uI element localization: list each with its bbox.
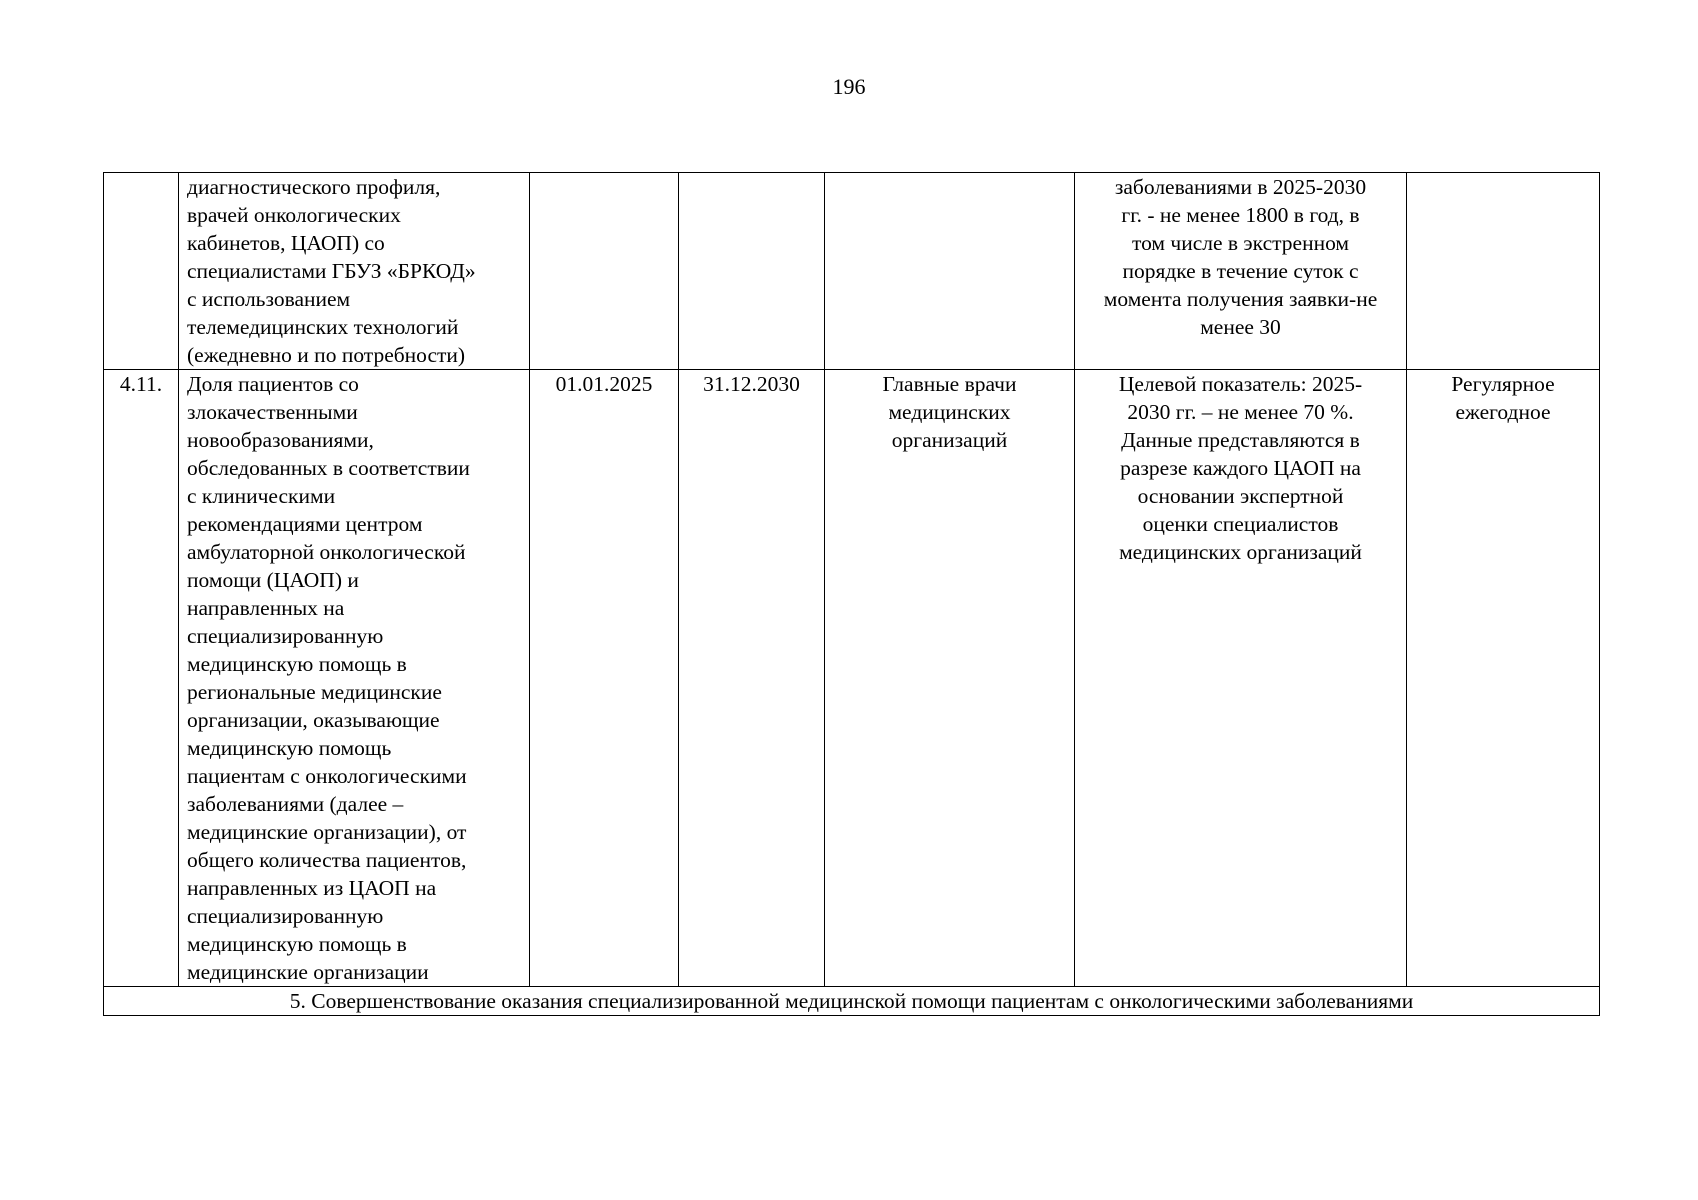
- row-number: 4.11.: [104, 370, 179, 987]
- start-date: [530, 173, 679, 370]
- measure-name: диагностического профиля, врачей онкологических кабинетов, ЦАОП) со специалистами ГБУЗ «БРКОД» с использованием телемедицинских технологий (ежедневно и по потребности): [179, 173, 530, 370]
- section-title: 5. Совершенствование оказания специализированной медицинской помощи пациентам с онкологическими заболеваниями: [104, 987, 1600, 1016]
- responsible: [825, 173, 1075, 370]
- indicator: Целевой показатель: 2025- 2030 гг. – не менее 70 %. Данные представляются в разрезе каждого ЦАОП на основании экспертной оценки специалистов медицинских организаций: [1075, 370, 1407, 987]
- row-number: [104, 173, 179, 370]
- plan-table: [103, 172, 1600, 1016]
- end-date: [679, 173, 825, 370]
- indicator: заболеваниями в 2025-2030 гг. - не менее 1800 в год, в том числе в экстренном порядке в течение суток с момента получения заявки-не менее 30: [1075, 173, 1407, 370]
- periodicity: Регулярное ежегодное: [1407, 370, 1600, 987]
- end-date: 31.12.2030: [679, 370, 825, 987]
- measure-name: Доля пациентов со злокачественными новообразованиями, обследованных в соответствии с клиническими рекомендациями центром амбулаторной онкологической помощи (ЦАОП) и направленных на специализированную медицинскую помощь в региональные медицинские организации, оказывающие медицинскую помощь пациентам с онкологическими заболеваниями (далее – медицинские организации), от общего количества пациентов, направленных из ЦАОП на специализированную медицинскую помощь в медицинские организации: [179, 370, 530, 987]
- page-number: 196: [832, 74, 866, 99]
- table-row: [104, 370, 1600, 987]
- section-row: [104, 987, 1600, 1016]
- table-row: [104, 173, 1600, 370]
- periodicity: [1407, 173, 1600, 370]
- responsible: Главные врачи медицинских организаций: [825, 370, 1075, 987]
- start-date: 01.01.2025: [530, 370, 679, 987]
